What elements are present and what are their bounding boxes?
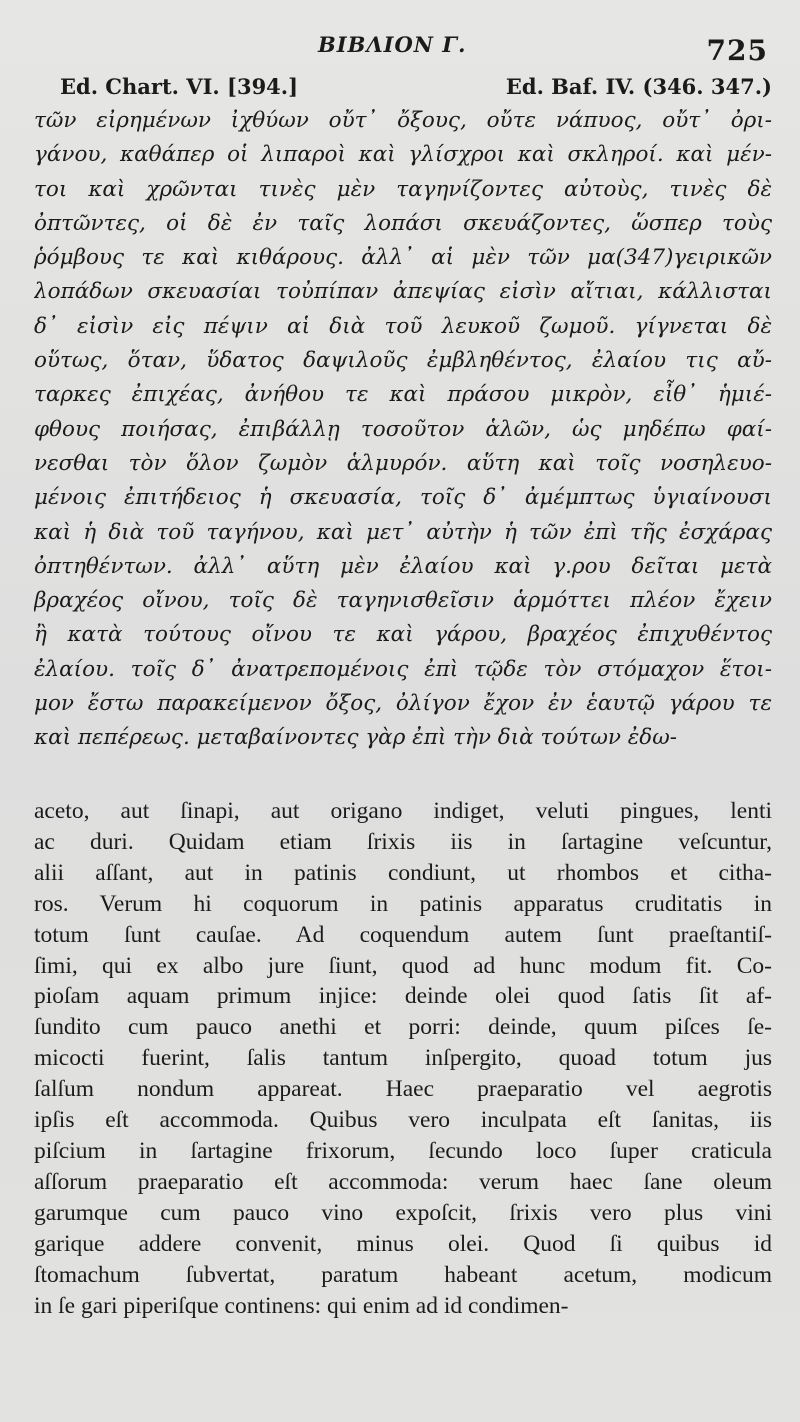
page-number: 725 (706, 34, 768, 67)
latin-text-line: ſtomachum ſubvertat, paratum habeant acetum, modicum (34, 1261, 772, 1288)
latin-text-line: ſimi, qui ex albo jure ſiunt, quod ad hunc modum fit. Co- (34, 952, 772, 979)
greek-text-line: τῶν εἰρημένων ἰχθύων οὔτ᾽ ὄξους, οὔτε νάπυος, οὔτ᾽ ὀρι- (34, 108, 772, 133)
greek-text-line: δ᾽ εἰσὶν εἰς πέψιν αἱ διὰ τοῦ λευκοῦ ζωμοῦ. γίγνεται δὲ (34, 313, 772, 339)
greek-text-line: ταρκες ἐπιχέας, ἀνήθου τε καὶ πράσου μικρὸν, εἶθ᾽ ἡμιέ- (34, 382, 772, 408)
greek-text-block (34, 104, 772, 756)
latin-text-block (34, 796, 772, 1321)
latin-text-line: ac duri. Quidam etiam ſrixis iis in ſartagine veſcuntur, (34, 828, 772, 855)
edition-chart-reference: Ed. Chart. VI. [394.] (60, 74, 299, 99)
latin-text-line: aſſorum praeparatio eſt accommoda: verum haec ſane oleum (34, 1168, 772, 1195)
latin-text-line: ipſis eſt accommoda. Quibus vero inculpata eſt ſanitas, iis (34, 1107, 772, 1134)
greek-text-line: φθους ποιήσας, ἐπιβάλλῃ τοσοῦτον ἁλῶν, ὡς μηδέπω φαί- (34, 416, 772, 442)
greek-text-line: ὀπτῶντες, οἱ δὲ ἐν ταῖς λοπάσι σκευάζοντες, ὥσπερ τοὺς (34, 210, 772, 236)
greek-text-line: ῥόμβους τε καὶ κιθάρους. ἀλλ᾽ αἱ μὲν τῶν μα(347)γειρικῶν (34, 245, 772, 271)
latin-text-line: in ſe gari piperiſque continens: qui enim ad id condimen- (34, 1292, 569, 1319)
latin-text-line: totum ſunt cauſae. Ad coquendum autem ſunt praeſtantiſ- (34, 921, 772, 948)
greek-text-line: τοι καὶ χρῶνται τινὲς μὲν ταγηνίζοντες αὐτοὺς, τινὲς δὲ (34, 176, 772, 202)
greek-text-line: ὀπτηθέντων. ἀλλ᾽ αὕτη μὲν ἐλαίου καὶ γ.ρου δεῖται μετὰ (34, 553, 772, 579)
greek-text-line: λοπάδων σκευασίαι τοὐπίπαν ἀπεψίας εἰσὶν αἴτιαι, κάλλισται (34, 279, 772, 305)
latin-text-line: micocti fuerint, ſalis tantum inſpergito, quoad totum jus (34, 1045, 772, 1072)
latin-text-line: garique addere convenit, minus olei. Quod ſi quibus id (34, 1230, 772, 1257)
latin-text-line: ſalſum nondum appareat. Haec praeparatio vel aegrotis (34, 1076, 772, 1103)
greek-text-line: γάνου, καθάπερ οἱ λιπαροὶ καὶ γλίσχροι καὶ σκληροί. καὶ μέν- (34, 142, 772, 168)
latin-text-line: ros. Verum hi coquorum in patinis apparatus cruditatis in (34, 890, 772, 917)
edition-reference-line (60, 74, 772, 102)
greek-text-line: μον ἔστω παρακείμενον ὄξος, ὀλίγον ἔχον ἐν ἑαυτῷ γάρου τε (34, 691, 772, 717)
latin-text-line: alii aſſant, aut in patinis condiunt, ut rhombos et citha- (34, 859, 772, 886)
running-head (0, 28, 800, 68)
greek-text-line: βραχέος οἴνου, τοῖς δὲ ταγηνισθεῖσιν ἁρμόττει πλέον ἔχειν (34, 588, 772, 614)
latin-text-line: piſcium in ſartagine frixorum, ſecundo loco ſuper craticula (34, 1137, 772, 1164)
latin-text-line: aceto, aut ſinapi, aut origano indiget, veluti pingues, lenti (34, 798, 772, 824)
latin-text-line: garumque cum pauco vino expoſcit, ſrixis vero plus vini (34, 1199, 772, 1226)
greek-text-line: οὕτως, ὅταν, ὕδατος δαψιλοῦς ἐμβληθέντος, ἐλαίου τις αὔ- (34, 348, 772, 374)
greek-text-line: ἐλαίου. τοῖς δ᾽ ἀνατρεπομένοις ἐπὶ τῷδε τὸν στόμαχον ἕτοι- (34, 656, 772, 682)
book-title: ΒΙΒΛΙΟΝ Γ. (318, 32, 467, 57)
latin-text-line: pioſam aquam primum injice: deinde olei quod ſatis ſit af- (34, 983, 772, 1010)
greek-text-line: καὶ ἡ διὰ τοῦ ταγήνου, καὶ μετ᾽ αὐτὴν ἡ τῶν ἐπὶ τῆς ἐσχάρας (34, 519, 772, 545)
greek-text-line: ἢ κατὰ τούτους οἴνου τε καὶ γάρου, βραχέος ἐπιχυθέντος (34, 622, 772, 648)
greek-text-line: νεσθαι τὸν ὅλον ζωμὸν ἁλμυρόν. αὕτη καὶ τοῖς νοσηλευο- (34, 450, 772, 476)
latin-text-line: ſundito cum pauco anethi et porri: deinde, quum piſces ſe- (34, 1014, 772, 1041)
greek-text-line: μένοις ἐπιτήδειος ἡ σκευασία, τοῖς δ᾽ ἀμέμπτως ὑγιαίνουσι (34, 485, 772, 511)
greek-text-line: καὶ πεπέρεως. μεταβαίνοντες γὰρ ἐπὶ τὴν διὰ τούτων ἐδω- (34, 725, 678, 751)
edition-basel-reference: Ed. Baf. IV. (346. 347.) (505, 74, 772, 99)
